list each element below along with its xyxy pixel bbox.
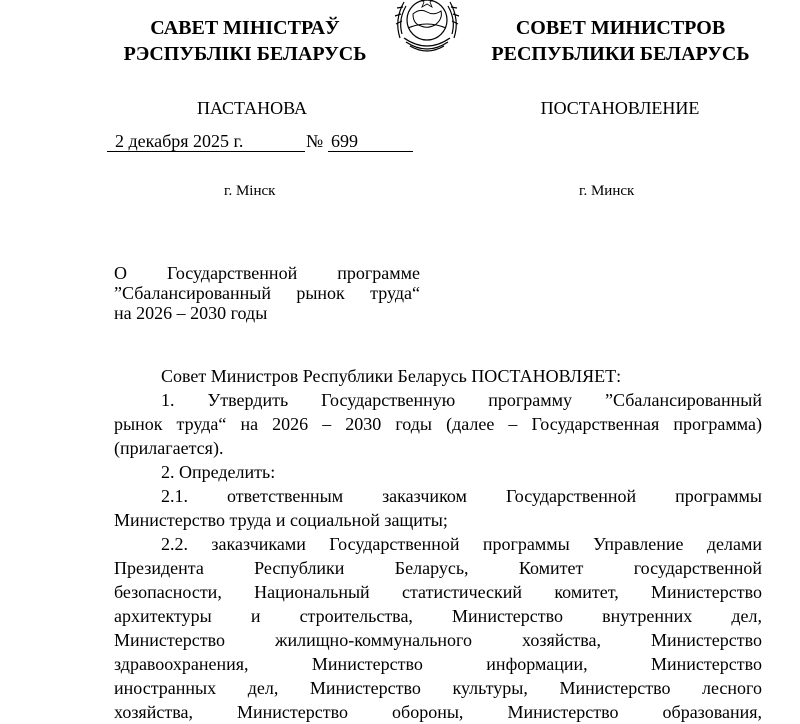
date-field (107, 131, 305, 152)
body-line: архитектуры и строительства, Министерство внутренних дел, (114, 606, 762, 626)
header-right (468, 15, 773, 67)
header-left (95, 15, 395, 67)
body-line: безопасности, Национальный статистический комитет, Министерство (114, 582, 762, 602)
body-line: Президента Республики Беларусь, Комитет государственной (114, 558, 762, 578)
title-line: ”Сбалансированный рынок труда“ (114, 283, 420, 303)
body-line: 1. Утвердить Государственную программу ”Сбалансированный (161, 390, 762, 410)
document-title (114, 263, 420, 323)
number-sign: № (306, 131, 324, 151)
body-line: Совет Министров Республики Беларусь ПОСТАНОВЛЯЕТ: (161, 366, 622, 386)
number-value: 699 (331, 131, 358, 151)
body-line: хозяйства, Министерство обороны, Министерство образования, (114, 702, 762, 722)
date-value: 2 декабря 2025 г. (115, 131, 244, 151)
body-line: Министерство труда и социальной защиты; (114, 510, 448, 530)
number-field (328, 131, 413, 152)
body-line: 2.1. ответственным заказчиком Государственной программы (161, 486, 762, 506)
body-line: 2. Определить: (161, 462, 276, 482)
header-left-line1: САВЕТ МІНІСТРАЎ (150, 17, 340, 39)
header-left-line2: РЭСПУБЛІКІ БЕЛАРУСЬ (123, 43, 367, 65)
header-right-line1: СОВЕТ МИНИСТРОВ (515, 17, 726, 39)
city-russian: г. Минск (579, 183, 635, 199)
title-line: О Государственной программе (114, 263, 420, 283)
title-line: на 2026 – 2030 годы (114, 303, 268, 323)
city-belarusian: г. Мінск (224, 183, 276, 199)
body-line: иностранных дел, Министерство культуры, Министерство лесного (114, 678, 762, 698)
body-line: (прилагается). (114, 438, 224, 458)
body-line: рынок труда“ на 2026 – 2030 годы (далее – Государственная программа) (114, 414, 762, 434)
state-emblem-icon (386, 0, 468, 58)
document-body (114, 364, 762, 724)
doctype-belarusian: ПАСТАНОВА (196, 98, 308, 118)
body-line: Министерство жилищно-коммунального хозяйства, Министерство (114, 630, 762, 650)
header-right-line2: РЕСПУБЛИКИ БЕЛАРУСЬ (491, 43, 750, 65)
body-line: 2.2. заказчиками Государственной программы Управление делами (161, 534, 762, 554)
doctype-russian: ПОСТАНОВЛЕНИЕ (540, 98, 700, 118)
body-line: здравоохранения, Министерство информации, Министерство (114, 654, 762, 674)
